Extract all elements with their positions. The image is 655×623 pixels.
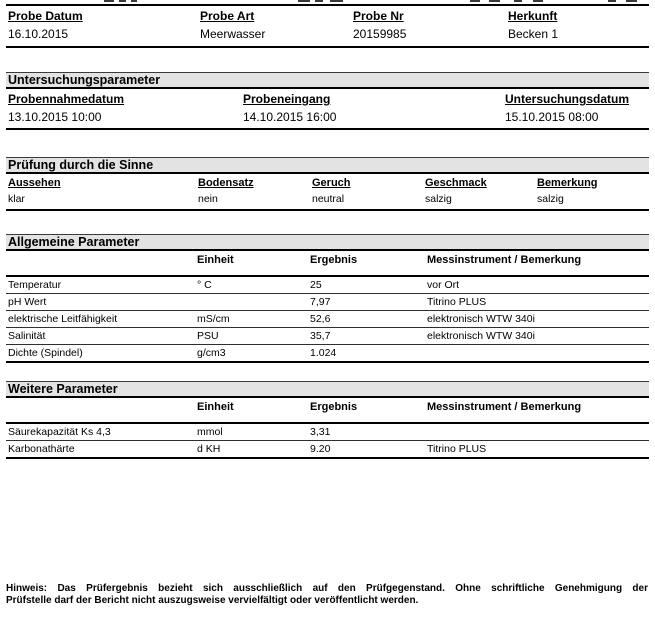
param-name: Dichte (Spindel) [8,347,83,359]
probennahmedatum-value: 13.10.2015 10:00 [8,110,102,124]
param-einheit: PSU [197,330,219,342]
sinne-value-row [6,190,649,207]
param-messinstrument: vor Ort [427,279,460,291]
param-name: pH Wert [8,296,47,308]
param-name: Temperatur [8,279,62,291]
probe-datum-label: Probe Datum [8,9,83,23]
section-title: Allgemeine Parameter [8,235,140,249]
param-ergebnis: 7,97 [310,296,331,308]
section-untersuchungsparameter [6,72,649,130]
section-title-bar [6,72,649,89]
param-name: Salinität [8,330,46,342]
param-einheit: mS/cm [197,313,230,325]
bemerkung-value: salzig [537,193,564,205]
section-title: Weitere Parameter [8,382,118,396]
section-title: Prüfung durch die Sinne [8,158,154,172]
untersuchung-header-row [6,91,649,107]
param-name: Säurekapazität Ks 4,3 [8,426,111,438]
param-messinstrument [425,345,649,361]
param-messinstrument: Titrino PLUS [427,443,487,455]
param-name: elektrische Leitfähigkeit [8,313,118,325]
geruch-value: neutral [312,193,345,205]
geruch-label: Geruch [312,177,351,189]
allgemeine-table-body [6,277,649,363]
param-ergebnis: 52,6 [310,313,331,325]
sample-info-header-row [6,8,649,24]
footer-note [6,583,648,607]
param-name-header-spacer [6,401,195,413]
untersuchungsdatum-label: Untersuchungsdatum [505,92,630,106]
section-title-bar [6,157,649,174]
param-ergebnis: 9.20 [310,443,331,455]
param-row [6,277,649,294]
sample-info-table [6,4,649,48]
herkunft-value: Becken 1 [508,27,559,41]
weitere-column-header-row [6,398,649,424]
param-ergebnis: 35,7 [310,330,331,342]
param-row [6,311,649,328]
section-title-bar [6,234,649,251]
probe-art-value: Meerwasser [200,27,266,41]
section-title: Untersuchungsparameter [8,73,161,87]
ergebnis-column-header: Ergebnis [310,254,358,266]
section-allgemeine-parameter [6,234,649,363]
param-row [6,328,649,345]
einheit-column-header: Einheit [197,401,234,413]
param-einheit: g/cm3 [197,347,226,359]
bemerkung-label: Bemerkung [537,177,598,189]
param-name-header-spacer [6,254,195,266]
sample-info-value-row [6,24,649,43]
param-messinstrument: Titrino PLUS [427,296,487,308]
param-row [6,441,649,459]
param-messinstrument: elektronisch WTW 340i [427,313,535,325]
untersuchungsdatum-value: 15.10.2015 08:00 [505,110,599,124]
geschmack-label: Geschmack [425,177,487,189]
section-weitere-parameter [6,381,649,459]
param-ergebnis: 25 [310,279,322,291]
probe-datum-value: 16.10.2015 [8,27,69,41]
aussehen-value: klar [8,193,25,205]
bodensatz-value: nein [198,193,218,205]
probennahmedatum-label: Probennahmedatum [8,92,125,106]
param-ergebnis: 3,31 [310,426,331,438]
probe-art-label: Probe Art [200,9,255,23]
probeneingang-value: 14.10.2015 16:00 [243,110,337,124]
probeneingang-label: Probeneingang [243,92,331,106]
section-title-bar [6,381,649,398]
param-einheit: d KH [197,443,221,455]
footer-note-line2: Prüfstelle darf der Bericht nicht auszugsweise vervielfältigt oder veröffentlicht werden. [6,595,419,606]
param-messinstrument [425,424,649,440]
clipped-text-remnant [0,0,655,3]
param-row [6,424,649,441]
param-ergebnis: 1.024 [310,347,337,359]
bodensatz-label: Bodensatz [198,177,254,189]
param-einheit [195,294,308,310]
param-einheit: ° C [197,279,212,291]
probe-nr-value: 20159985 [353,27,407,41]
param-name: Karbonathärte [8,443,75,455]
footer-note-line1: Hinweis: Das Prüfergebnis bezieht sich ausschließlich auf den Prüfgegenstand. Ohne schriftliche Genehmigung der [6,583,648,594]
untersuchungsparameter-table [6,89,649,130]
param-row [6,294,649,311]
einheit-column-header: Einheit [197,254,234,266]
param-einheit: mmol [197,426,223,438]
ergebnis-column-header: Ergebnis [310,401,358,413]
sinne-header-row [6,176,649,190]
herkunft-label: Herkunft [508,9,558,23]
param-row [6,345,649,363]
messinstrument-column-header: Messinstrument / Bemerkung [427,401,582,413]
geschmack-value: salzig [425,193,452,205]
probe-nr-label: Probe Nr [353,9,404,23]
aussehen-label: Aussehen [8,177,61,189]
param-messinstrument: elektronisch WTW 340i [427,330,535,342]
allgemeine-column-header-row [6,251,649,277]
weitere-table-body [6,424,649,459]
untersuchung-value-row [6,107,649,126]
section-sinnespruefung [6,157,649,211]
sinnespruefung-table [6,174,649,211]
messinstrument-column-header: Messinstrument / Bemerkung [427,254,582,266]
